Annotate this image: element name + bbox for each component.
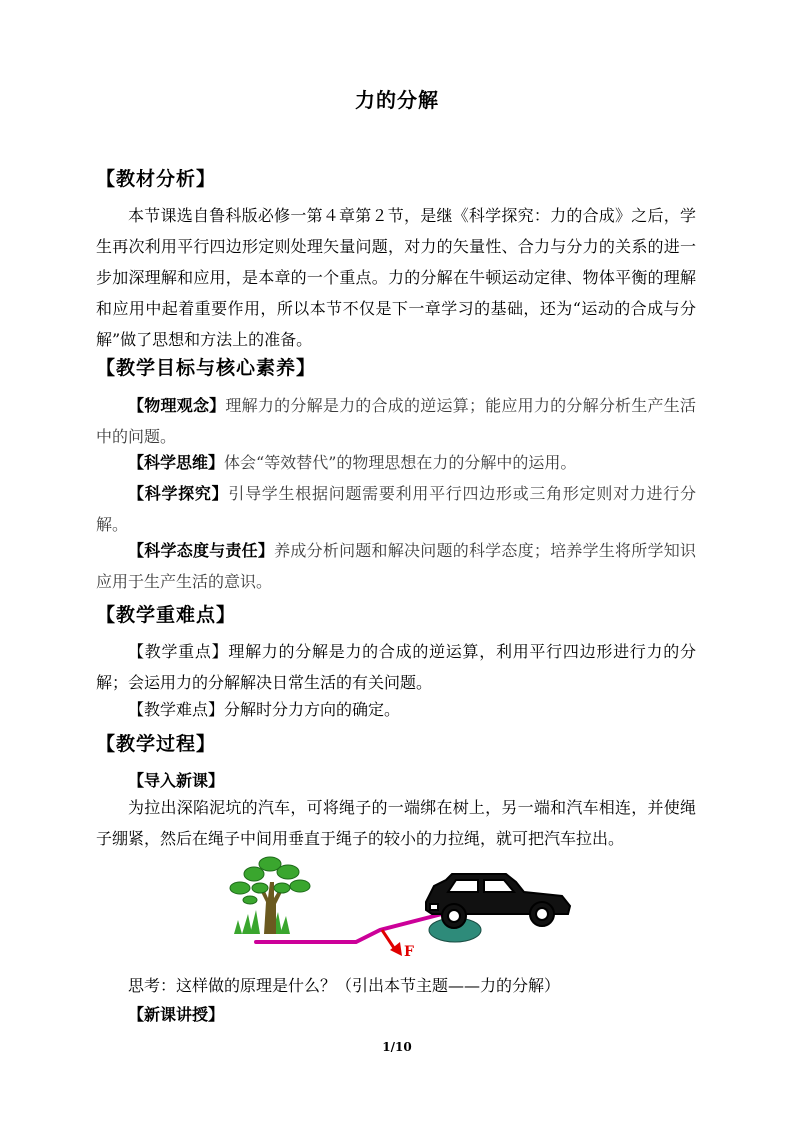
subheading-intro: 【导入新课】 [128, 771, 225, 790]
heading-analysis: 【教材分析】 [96, 168, 217, 190]
force-arrow [382, 930, 394, 948]
page-number: 1/10 [382, 1040, 412, 1054]
goal-label: 【科学思维】 [128, 453, 225, 472]
goal-item-thinking [96, 447, 696, 478]
goal-item-physics [96, 390, 696, 452]
think-paragraph: 思考：这样做的原理是什么？（引出本节主题——力的分解） [128, 976, 561, 995]
goal-text: 理解力的分解是力的合成的逆运算；能应用力的分解分析生产生活中的问题。 [96, 396, 696, 446]
goal-item-inquiry [96, 478, 696, 540]
goal-text: 引导学生根据问题需要利用平行四边形或三角形定则对力进行分解。 [96, 484, 696, 534]
goal-item-attitude [96, 535, 696, 597]
goal-label: 【科学探究】 [128, 484, 229, 503]
heading-process: 【教学过程】 [96, 733, 217, 755]
keypoint-focus [96, 636, 696, 698]
goal-label: 【科学态度与责任】 [128, 541, 275, 560]
goal-text: 体会“等效替代”的物理思想在力的分解中的运用。 [224, 453, 577, 472]
analysis-paragraph: 本节课选自鲁科版必修一第４章第２节，是继《科学探究：力的合成》之后，学生再次利用平行四边形定则处理矢量问题，对力的矢量性、合力与分力的关系的进一步加深理解和应用，是本章的一个重点。力的分解在牛顿运动定律、物体平衡的理解和应用中起着重要作用，所以本节不仅是下一章学习的基础，还为“运动的合成与分解”做了思想和方法上的准备。 [96, 206, 696, 349]
subheading-new-lesson: 【新课讲授】 [128, 1005, 225, 1024]
goal-text: 养成分析问题和解决问题的科学态度；培养学生将所学知识应用于生产生活的意识。 [96, 541, 696, 591]
car-icon [426, 874, 570, 928]
keypoint-label: 【教学难点】 [128, 700, 225, 719]
keypoint-label: 【教学重点】 [128, 642, 229, 661]
heading-keypoints: 【教学重难点】 [96, 604, 237, 626]
intro-paragraph: 为拉出深陷泥坑的汽车，可将绳子的一端绑在树上，另一端和汽车相连，并使绳子绷紧，然后在绳子中间用垂直于绳子的较小的力拉绳，就可把汽车拉出。 [96, 798, 696, 848]
goal-label: 【物理观念】 [128, 396, 226, 415]
force-label: F [404, 944, 414, 960]
keypoint-text: 分解时分力方向的确定。 [224, 700, 401, 719]
grass-icon [234, 910, 290, 934]
keypoint-difficulty [96, 694, 696, 725]
keypoint-text: 理解力的分解是力的合成的逆运算，利用平行四边形进行力的分解；会运用力的分解解决日常生活的有关问题。 [96, 642, 696, 692]
rope-car-figure [220, 852, 590, 962]
page-title: 力的分解 [355, 88, 439, 112]
heading-goals: 【教学目标与核心素养】 [96, 357, 317, 379]
